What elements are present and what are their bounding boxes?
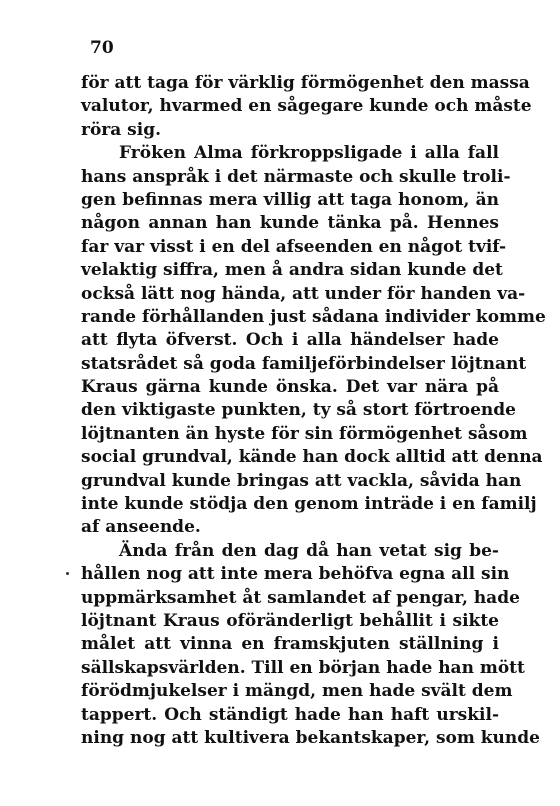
text-line: den viktigaste punkten, ty så stort förtroende <box>81 400 516 421</box>
text-line: hans anspråk i det närmaste och skulle troli- <box>81 166 511 187</box>
text-line: Ända från den dag då han vetat sig be- <box>119 540 499 561</box>
text-line: också lätt nog hända, att under för handen va- <box>81 283 526 304</box>
text-line: sällskapsvärlden. Till en början hade han mött <box>81 657 525 678</box>
text-line: att flyta öfverst. Och i alla händelser hade <box>81 330 499 351</box>
paragraph <box>81 540 540 751</box>
paragraph <box>81 72 532 142</box>
text-line: valutor, hvarmed en sågegare kunde och måste <box>81 96 532 117</box>
text-line: någon annan han kunde tänka på. Hennes <box>81 213 499 234</box>
page-number: 70 <box>90 38 114 58</box>
text-line: hållen nog att inte mera behöfva egna all sin <box>81 564 510 585</box>
text-line: tappert. Och ständigt hade han haft urskil- <box>81 704 499 725</box>
text-line: löjtnant Kraus oföränderligt behållit i sikte <box>81 610 499 631</box>
text-line: far var visst i en del afseenden en något tvif- <box>81 236 507 257</box>
body-text <box>81 72 546 750</box>
text-line: målet att vinna en framskjuten ställning i <box>81 634 499 655</box>
text-line: gen befinnas mera villig att taga honom, än <box>81 189 499 210</box>
text-line: för att taga för värklig förmögenhet den massa <box>81 73 530 93</box>
text-line: förödmjukelser i mängd, men hade svält dem <box>81 681 513 702</box>
text-line: statsrådet så goda familjeförbindelser löjtnant <box>81 353 527 374</box>
text-line: uppmärksamhet åt samlandet af pengar, hade <box>81 587 520 608</box>
print-speck <box>66 572 69 575</box>
text-line: rande förhållanden just sådana individer komme <box>81 306 546 327</box>
text-line: grundval kunde bringas att vackla, såvida han <box>81 470 522 491</box>
text-line: inte kunde stödja den genom inträde i en familj <box>81 494 537 515</box>
text-line: röra sig. <box>81 119 162 140</box>
text-line: Fröken Alma förkroppsligade i alla fall <box>119 143 499 164</box>
paragraph <box>81 142 546 540</box>
text-line: social grundval, kände han dock alltid att denna <box>81 447 543 468</box>
text-line: löjtnanten än hyste för sin förmögenhet såsom <box>81 423 528 444</box>
text-line: velaktig siffra, men å andra sidan kunde det <box>81 260 503 281</box>
text-line: ning nog att kultivera bekantskaper, som kunde <box>81 727 540 748</box>
text-line: Kraus gärna kunde önska. Det var nära på <box>81 377 499 398</box>
text-line: af anseende. <box>81 517 201 538</box>
